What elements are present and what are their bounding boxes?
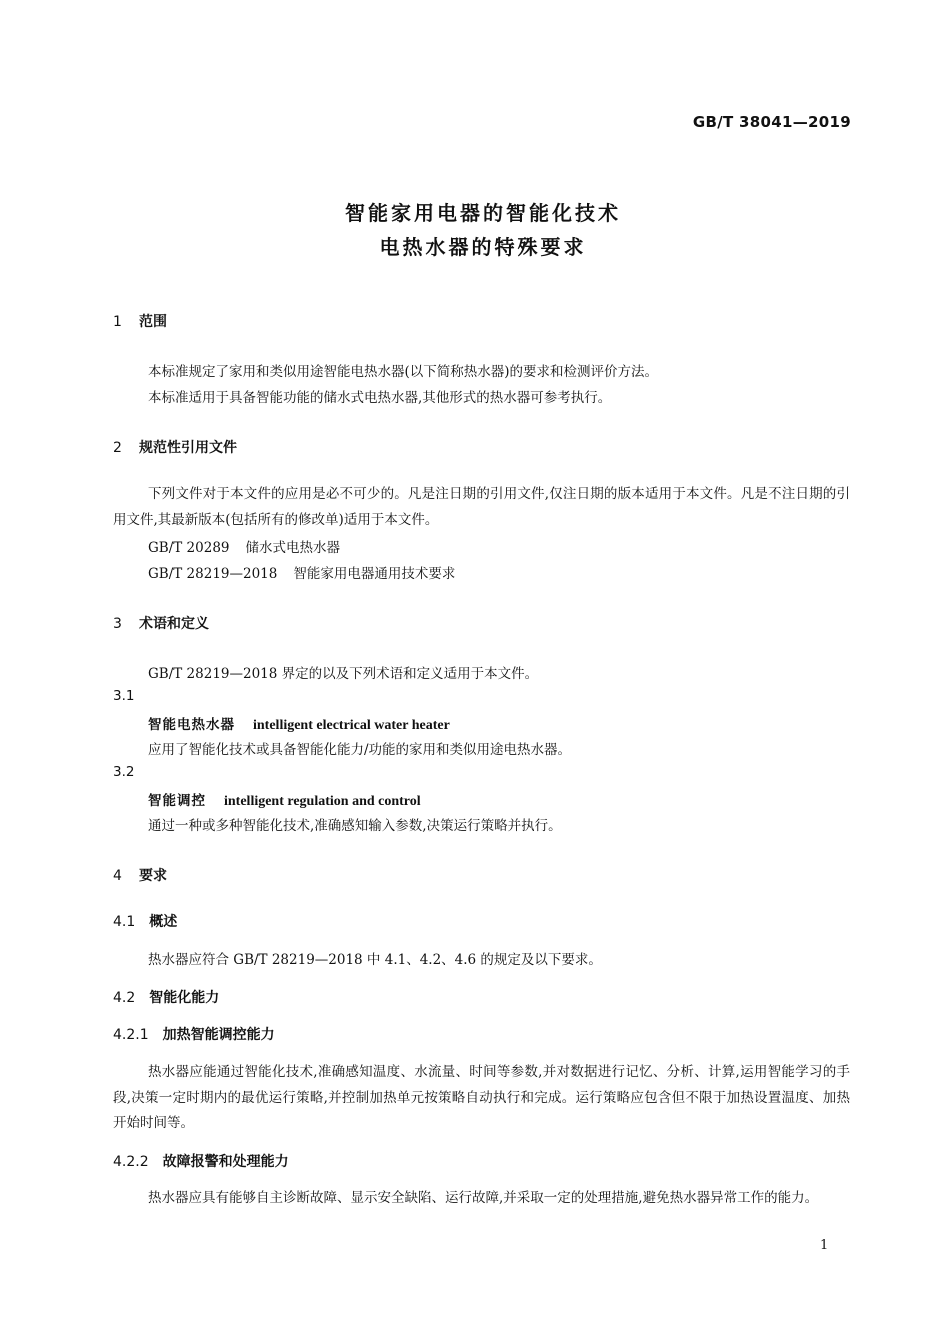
subsection-title: 概述: [149, 914, 178, 930]
subsection-4-1-paragraph: 热水器应符合 GB/T 28219—2018 中 4.1、4.2、4.6 的规定及以下要求。: [148, 952, 602, 968]
subsection-4-2-heading: [113, 987, 219, 1007]
reference-title: 储水式电热水器: [245, 540, 340, 556]
term-entry: [148, 789, 421, 810]
reference-title: 智能家用电器通用技术要求: [293, 566, 456, 582]
section-3-intro: GB/T 28219—2018 界定的以及下列术语和定义适用于本文件。: [148, 666, 539, 682]
section-number: 3: [113, 616, 122, 632]
section-number: 1: [113, 314, 122, 330]
subsection-4-2-1-paragraph: 热水器应能通过智能化技术,准确感知温度、水流量、时间等参数,并对数据进行记忆、分析、计算,运用智能学习的手段,决策一定时期内的最优运行策略,并控制加热单元按策略自动执行和完成。运行策略应包含但不限于加热设置温度、加热开始时间等。: [113, 1064, 850, 1131]
section-title: 规范性引用文件: [139, 440, 237, 456]
subsection-4-2-2-paragraph: 热水器应具有能够自主诊断故障、显示安全缺陷、运行故障,并采取一定的处理措施,避免热水器异常工作的能力。: [148, 1190, 819, 1206]
section-1-heading: [113, 311, 167, 331]
term-number: 3.2: [113, 764, 135, 780]
term-english: intelligent regulation and control: [224, 794, 421, 809]
subsection-number: 4.2.2: [113, 1154, 149, 1170]
section-1-paragraph-2: 本标准适用于具备智能功能的储水式电热水器,其他形式的热水器可参考执行。: [148, 390, 612, 406]
subsection-4-2-1-heading: [113, 1024, 275, 1044]
subsection-4-1-heading: [113, 911, 177, 931]
section-3-heading: [113, 613, 209, 633]
section-title: 范围: [139, 314, 167, 330]
term-chinese: 智能调控: [148, 793, 206, 809]
section-2-paragraph: 下列文件对于本文件的应用是必不可少的。凡是注日期的引用文件,仅注日期的版本适用于本文件。凡是不注日期的引用文件,其最新版本(包括所有的修改单)适用于本文件。: [113, 486, 850, 528]
document-title-line1: 智能家用电器的智能化技术: [345, 201, 621, 225]
term-chinese: 智能电热水器: [148, 717, 235, 733]
normative-reference: [148, 562, 455, 582]
subsection-number: 4.2.1: [113, 1027, 149, 1043]
term-definition: 应用了智能化技术或具备智能化能力/功能的家用和类似用途电热水器。: [148, 742, 572, 758]
subsection-title: 故障报警和处理能力: [162, 1154, 289, 1170]
document-title-line2: 电热水器的特殊要求: [379, 235, 587, 259]
section-2-heading: [113, 437, 237, 457]
section-4-heading: [113, 865, 167, 885]
term-entry: [148, 713, 450, 734]
reference-code: GB/T 28219—2018: [148, 566, 278, 582]
reference-code: GB/T 20289: [148, 540, 230, 556]
standard-number: GB/T 38041—2019: [692, 113, 851, 131]
page-number: 1: [820, 1238, 829, 1253]
term-number: 3.1: [113, 688, 135, 704]
section-number: 4: [113, 868, 122, 884]
section-title: 要求: [139, 868, 167, 884]
section-1-paragraph-1: 本标准规定了家用和类似用途智能电热水器(以下简称热水器)的要求和检测评价方法。: [148, 364, 659, 380]
term-english: intelligent electrical water heater: [253, 718, 450, 733]
subsection-title: 加热智能调控能力: [162, 1027, 275, 1043]
subsection-title: 智能化能力: [149, 990, 220, 1006]
section-title: 术语和定义: [139, 616, 209, 632]
subsection-number: 4.2: [113, 990, 136, 1006]
subsection-number: 4.1: [113, 914, 136, 930]
term-definition: 通过一种或多种智能化技术,准确感知输入参数,决策运行策略并执行。: [148, 818, 562, 834]
normative-reference: [148, 536, 340, 556]
section-number: 2: [113, 440, 122, 456]
subsection-4-2-2-heading: [113, 1151, 289, 1171]
